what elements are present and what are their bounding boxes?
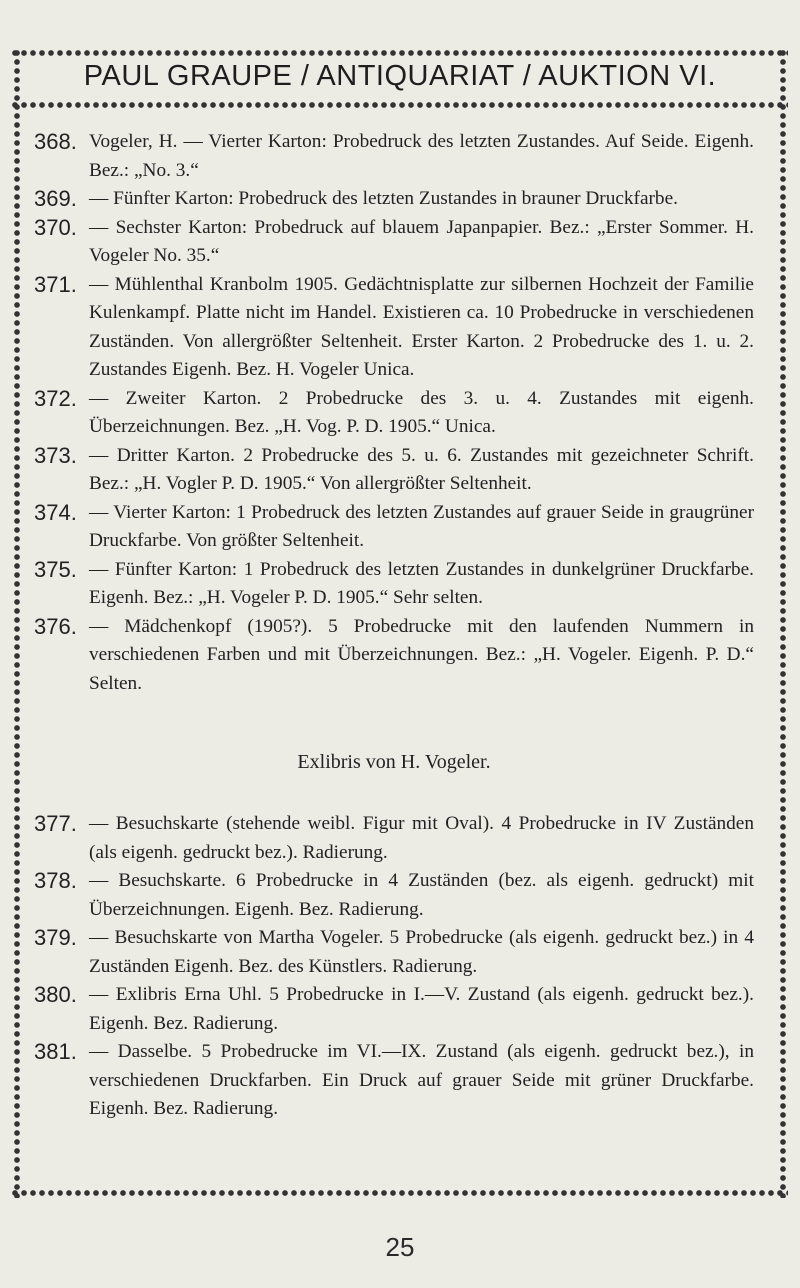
left-dotted-border — [12, 48, 22, 1198]
lot-number: 369. — [34, 186, 77, 211]
catalog-entry — [34, 981, 754, 1038]
lot-description: — Dritter Karton. 2 Probedrucke des 5. u. 6. Zustandes mit gezeichneter Schrift. Bez.: „H. Vogler P. D. 1905.“ Von allergrößter Seltenheit. — [89, 444, 754, 494]
header-dotted-divider — [10, 100, 788, 110]
catalog-entry — [34, 499, 754, 556]
lot-description: — Mühlenthal Kranbolm 1905. Gedächtnisplatte zur silbernen Hochzeit der Familie Kulenkampf. Platte nicht im Handel. Existieren ca. 10 Probedrucke in verschiedenen Zuständen. Von allergrößter Seltenheit. Erster Karton. 2 Probedrucke des 1. u. 2. Zustandes Eigenh. Bez. H. Vogeler Unica. — [89, 273, 754, 380]
lot-number: 371. — [34, 271, 77, 297]
lot-description: — Besuchskarte. 6 Probedrucke in 4 Zuständen (bez. als eigenh. gedruckt) mit Überzeichnungen. Eigenh. Bez. Radierung. — [89, 870, 754, 920]
lot-number: 372. — [34, 385, 77, 411]
catalog-entry — [34, 556, 754, 613]
lot-number: 377. — [34, 811, 77, 836]
lot-description: — Fünfter Karton: 1 Probedruck des letzten Zustandes in dunkelgrüner Druckfarbe. Eigenh. Bez.: „H. Vogeler P. D. 1905.“ Sehr selten. — [89, 558, 754, 608]
lot-description: — Exlibris Erna Uhl. 5 Probedrucke in I.—V. Zustand (als eigenh. gedruckt bez.). Eigenh. Bez. Radierung. — [89, 984, 754, 1034]
lot-description: — Sechster Karton: Probedruck auf blauem Japanpapier. Bez.: „Erster Sommer. H. Vogeler No. 35.“ — [89, 216, 754, 266]
page-header-title: PAUL GRAUPE / ANTIQUARIAT / AUKTION VI. — [83, 60, 717, 92]
lot-number: 375. — [34, 556, 77, 582]
catalog-entry — [34, 214, 754, 271]
catalog-entry — [34, 385, 754, 442]
lot-number: 370. — [34, 214, 77, 240]
catalog-entry — [34, 924, 754, 981]
catalog-entry — [34, 810, 754, 867]
catalog-entries — [34, 128, 754, 1124]
section-heading: Exlibris von H. Vogeler. — [297, 751, 491, 773]
catalog-entry — [34, 442, 754, 499]
lot-number: 373. — [34, 442, 77, 468]
lot-number: 378. — [34, 868, 77, 893]
lot-description: — Zweiter Karton. 2 Probedrucke des 3. u. 4. Zustandes mit eigenh. Überzeichnungen. Bez. „H. Vog. P. D. 1905.“ Unica. — [89, 387, 754, 437]
right-dotted-border — [778, 48, 788, 1198]
lot-description: — Fünfter Karton: Probedruck des letzten Zustandes in brauner Druckfarbe. — [89, 188, 678, 209]
lot-number: 380. — [34, 982, 77, 1007]
catalog-entry — [34, 867, 754, 924]
lot-number: 381. — [34, 1039, 77, 1064]
lot-number: 379. — [34, 925, 77, 950]
lot-number: 368. — [34, 129, 77, 154]
catalog-entry — [34, 271, 754, 385]
lot-number: 376. — [34, 613, 77, 639]
catalog-entry — [34, 1038, 754, 1124]
lot-description: — Besuchskarte von Martha Vogeler. 5 Probedrucke (als eigenh. gedruckt bez.) in 4 Zuständen Eigenh. Bez. des Künstlers. Radierung. — [89, 927, 754, 977]
lot-description: — Vierter Karton: 1 Probedruck des letzten Zustandes auf grauer Seide in graugrüner Druckfarbe. Von größter Seltenheit. — [89, 501, 754, 551]
bottom-dotted-border — [10, 1188, 788, 1198]
catalog-entry — [34, 613, 754, 699]
lot-number: 374. — [34, 499, 77, 525]
top-dotted-border — [10, 48, 788, 58]
lot-description: — Besuchskarte (stehende weibl. Figur mit Oval). 4 Probedrucke in IV Zuständen (als eigenh. gedruckt bez.). Radierung. — [89, 813, 754, 863]
lot-description: — Mädchenkopf (1905?). 5 Probedrucke mit den laufenden Nummern in verschiedenen Farben und mit Überzeichnungen. Bez.: „H. Vogeler. Eigenh. P. D.“ Selten. — [89, 615, 754, 694]
lot-description: Vogeler, H. — Vierter Karton: Probedruck des letzten Zustandes. Auf Seide. Eigenh. Bez.: „No. 3.“ — [89, 131, 754, 181]
lot-description: — Dasselbe. 5 Probedrucke im VI.—IX. Zustand (als eigenh. gedruckt bez.), in verschiedenen Druckfarben. Ein Druck auf grauer Seide mit grüner Druckfarbe. Eigenh. Bez. Radierung. — [89, 1041, 754, 1119]
catalog-entry — [34, 128, 754, 185]
page-number: 25 — [385, 1232, 415, 1262]
catalog-entry — [34, 185, 754, 214]
